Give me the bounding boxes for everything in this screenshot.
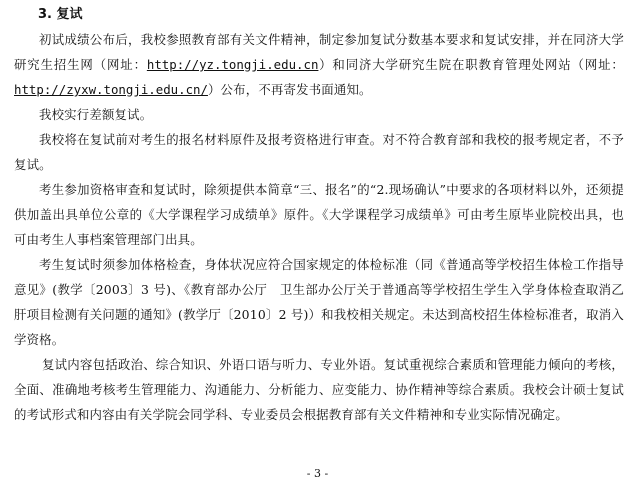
page-number: - 3 - xyxy=(306,467,329,480)
link-zyxw-tongji[interactable]: http://zyxw.tongji.edu.cn/ xyxy=(14,82,208,97)
paragraph-qualification-review: 我校将在复试前对考生的报名材料原件及报考资格进行审查。对不符合教育部和我校的报考规定者，不予复试。 xyxy=(14,132,624,172)
paragraph-physical-exam: 考生复试时须参加体格检查，身体状况应符合国家规定的体检标准（同《普通高等学校招生体检工作指导意见》(教学〔2003〕3 号)、《教育部办公厅 卫生部办公厅关于普通高等学校招生学生入学身体检查取消乙肝项目检测有关问题的通知》(教学厅〔2010〕2 号)）和我校相关规定。未达到高校招生体检标准者，取消入学资格。 xyxy=(14,257,624,347)
paragraph-text: ）公布，不再寄发书面通知。 xyxy=(207,82,372,97)
paragraph-score-publication xyxy=(14,27,624,102)
link-yz-tongji[interactable]: http://yz.tongji.edu.cn xyxy=(146,57,319,72)
paragraph-differential-retest: 我校实行差额复试。 xyxy=(39,107,153,122)
paragraph-text: ）和同济大学研究生院在职教育管理处网站（网址： xyxy=(318,57,624,72)
document-body xyxy=(14,3,624,427)
paragraph-required-materials: 考生参加资格审查和复试时，除须提供本简章“三、报名”的“2.现场确认”中要求的各项材料以外，还须提供加盖出具单位公章的《大学课程学习成绩单》原件。《大学课程学习成绩单》可由考生原毕业院校出具，也可由考生人事档案管理部门出具。 xyxy=(14,182,624,247)
paragraph-text: 初试成绩公布后，我校参照教育部有关文件精神，制定参加复试分数基本要求和复试安排，并在同济大学研究生招生网（网址： xyxy=(14,32,624,72)
section-heading: 3. 复试 xyxy=(38,7,83,22)
paragraph-retest-content: 复试内容包括政治、综合知识、外语口语与听力、专业外语。复试重视综合素质和管理能力倾向的考核，全面、准确地考核考生管理能力、沟通能力、分析能力、应变能力、协作精神等综合素质。我校会计硕士复试的考试形式和内容由有关学院会同学科、专业委员会根据教育部有关文件精神和专业实际情况确定。 xyxy=(14,357,624,422)
